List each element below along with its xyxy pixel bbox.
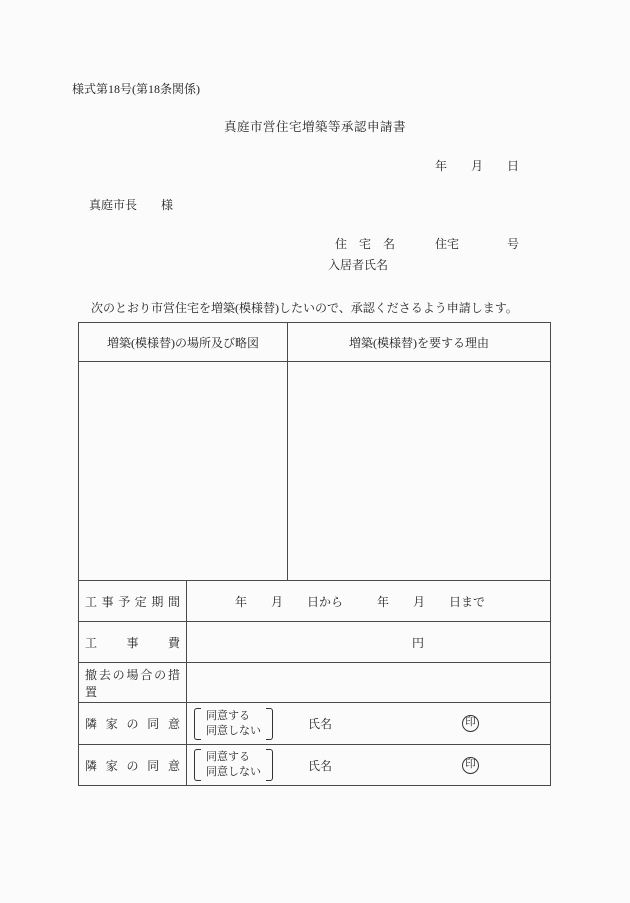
intro-sentence: 次のとおり市営住宅を増築(模様替)したいので、承認くださるよう申請します。 [91, 301, 518, 315]
cost-label: 工事費 [79, 622, 187, 662]
table-blank-row [79, 361, 550, 580]
location-sketch-cell [79, 362, 288, 580]
housing-line [335, 235, 519, 252]
consent-option-agree: 同意する [206, 751, 250, 763]
reason-cell [288, 362, 550, 580]
period-value-cell [187, 581, 550, 621]
page-title: 真庭市営住宅増築等承認申請書 [223, 120, 406, 134]
removal-label: 撤去の場合の措置 [79, 663, 187, 702]
consent-label: 隣家の同意 [79, 745, 187, 785]
header-location-sketch: 増築(模様替)の場所及び略図 [79, 323, 288, 361]
table-row-removal [79, 662, 550, 702]
left-bracket [194, 749, 201, 781]
housing-unit-suffix: 号 [507, 237, 520, 251]
addressee-name: 真庭市長 [89, 198, 138, 212]
period-to: 年 月 日まで [377, 594, 486, 609]
header-reason: 増築(模様替)を要する理由 [349, 335, 489, 350]
right-bracket [266, 708, 273, 740]
consent-option-agree: 同意する [206, 709, 250, 722]
housing-name-label: 住 宅 名 [335, 237, 396, 251]
addressee-honorific: 様 [161, 198, 174, 212]
consent-value-cell [187, 745, 550, 785]
period-from: 年 月 日から [235, 594, 344, 609]
consent-value-cell [187, 703, 550, 744]
seal-mark-icon: 印 [462, 757, 479, 774]
application-table [78, 322, 551, 786]
consent-options-bracket [194, 749, 273, 781]
addressee-line [89, 196, 173, 213]
period-label: 工事予定期間 [79, 581, 187, 621]
consent-label: 隣家の同意 [79, 703, 187, 744]
table-row-neighbor-consent-2 [79, 744, 550, 785]
consent-options-bracket [194, 708, 273, 740]
table-row-cost [79, 621, 550, 662]
table-row-neighbor-consent-1 [79, 702, 550, 744]
resident-name-label: 入居者氏名 [328, 258, 389, 272]
table-row-period [79, 580, 550, 621]
consent-option-disagree: 同意しない [206, 766, 261, 778]
cost-unit-yen: 円 [412, 635, 425, 650]
cost-value-cell [187, 622, 550, 662]
consent-option-disagree: 同意しない [206, 724, 261, 737]
table-header-row [79, 323, 550, 361]
housing-unit-label: 住宅 [435, 237, 460, 251]
neighbor-name-label: 氏名 [308, 758, 333, 773]
form-number: 様式第18号(第18条関係) [72, 82, 200, 96]
removal-value-cell [187, 663, 550, 702]
right-bracket [266, 749, 273, 781]
seal-mark-icon: 印 [462, 715, 479, 732]
neighbor-name-label: 氏名 [308, 717, 333, 731]
left-bracket [194, 708, 201, 740]
date-line: 年 月 日 [435, 159, 520, 173]
